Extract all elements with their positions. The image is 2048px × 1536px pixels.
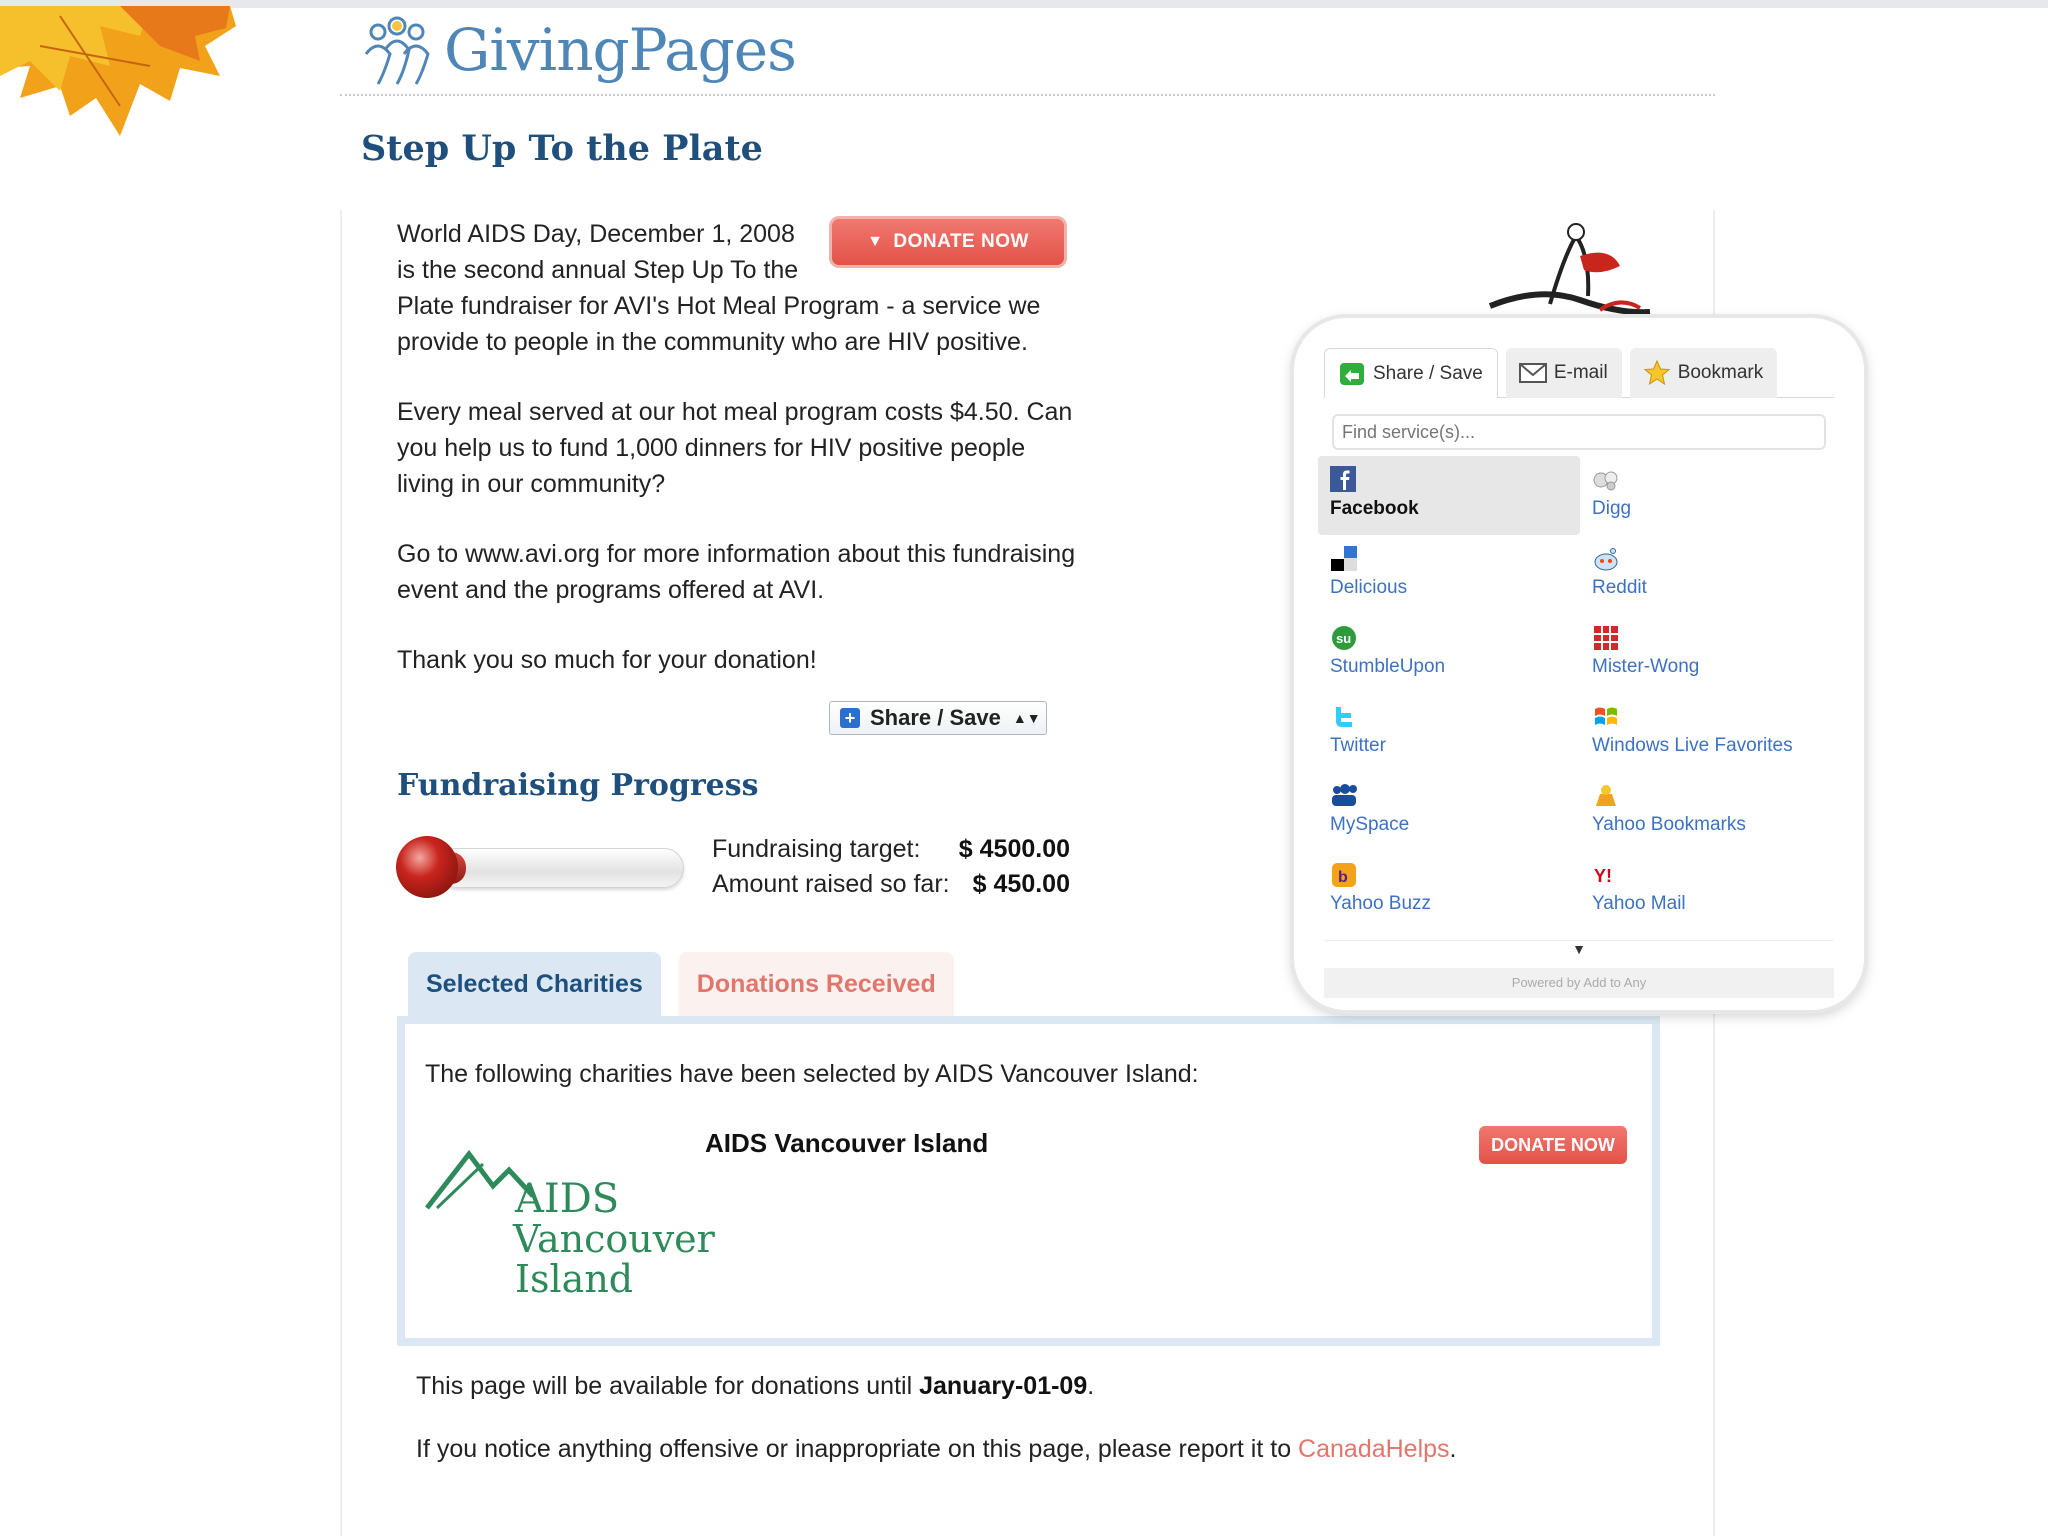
service-mister-wong[interactable] [1580,614,1828,693]
facebook-icon [1330,466,1358,494]
intro-paragraph-2: Every meal served at our hot meal program costs $4.50. Can you help us to fund 1,000 dinners for HIV positive people living in our community? [397,398,1073,498]
share-save-button[interactable] [829,701,1047,735]
share-panel-tabs [1324,348,1834,398]
avail-prefix: This page will be available for donations until [416,1372,920,1400]
share-save-popup [1294,318,1864,1010]
intro-text [397,216,1077,712]
charities-intro: The following charities have been selected by AIDS Vancouver Island: [425,1060,1199,1088]
myspace-icon [1330,782,1358,810]
service-yahoo-mail[interactable] [1580,851,1828,930]
target-label: Fundraising target: [712,835,921,863]
mister-wong-icon [1592,624,1620,652]
charity-tabs [408,952,954,1016]
svg-text:b: b [1338,869,1348,886]
fundraising-stats [712,832,1070,902]
svg-text:Y!: Y! [1594,866,1612,886]
logo-line-3: Island [515,1257,634,1301]
intro-paragraph-3: Go to www.avi.org for more information about this fundraising event and the programs offered at AVI. [397,540,1076,604]
thermometer-tube [436,848,684,888]
canadahelps-link[interactable]: CanadaHelps [1298,1435,1450,1463]
service-facebook[interactable] [1318,456,1580,535]
service-label: StumbleUpon [1330,656,1446,677]
service-label: Windows Live Favorites [1592,735,1793,756]
target-row [712,832,1070,867]
avail-date: January-01-09 [919,1372,1088,1400]
svg-text:su: su [1336,631,1352,646]
tab-bookmark[interactable] [1630,348,1778,398]
report-suffix: . [1449,1435,1457,1463]
thermometer-bulb [396,836,458,898]
tab-selected-charities[interactable]: Selected Charities [408,952,661,1016]
service-windows-live-favorites[interactable] [1580,693,1828,772]
progress-thermometer [396,836,690,898]
donate-now-label: DONATE NOW [893,231,1029,252]
service-digg[interactable] [1580,456,1828,535]
service-label: Yahoo Buzz [1330,893,1432,914]
share-save-tab-label: Share / Save [1373,362,1483,384]
selected-charities-panel [397,1016,1660,1346]
avail-suffix: . [1087,1372,1095,1400]
intro-paragraph-1-cont: Plate fundraiser for AVI's Hot Meal Program - a service we provide to people in the community who are HIV positive. [397,292,1041,356]
charity-donate-button[interactable]: DONATE NOW [1479,1126,1627,1164]
chef-mascot-image [1480,216,1660,326]
donate-now-button[interactable] [829,216,1067,268]
yahoo-buzz-icon [1330,861,1358,889]
share-icon [1339,361,1365,387]
digg-icon [1592,466,1620,494]
service-label: Digg [1592,498,1632,519]
intro-paragraph-4: Thank you so much for your donation! [397,646,817,674]
autumn-leaves-decoration [0,6,240,146]
twitter-icon [1330,703,1358,731]
mail-icon [1520,360,1546,386]
service-delicious[interactable] [1318,535,1580,614]
service-label: Delicious [1330,577,1408,598]
reddit-icon [1592,545,1620,573]
chevron-down-icon: ▼ [867,233,884,250]
yahoo-bookmarks-icon [1592,782,1620,810]
updown-arrow-icon: ▲▼ [1012,710,1041,726]
service-label: Twitter [1330,735,1386,756]
star-icon [1644,360,1670,386]
giving-pages-logo[interactable] [358,10,796,90]
brand-name: GivingPages [444,16,796,84]
powered-by[interactable]: Powered by Add to Any [1324,968,1834,998]
service-label: Mister-Wong [1592,656,1700,677]
charity-name: AIDS Vancouver Island [705,1128,989,1158]
report-prefix: If you notice anything offensive or inappropriate on this page, please report it to [416,1435,1299,1463]
more-services-arrow-icon[interactable]: ▼ [1324,940,1834,968]
logo-line-2: Vancouver [513,1217,715,1261]
yahoo-mail-icon [1592,861,1620,889]
service-label: MySpace [1330,814,1410,835]
tab-email[interactable] [1506,348,1622,398]
top-strip [0,0,2048,8]
aids-vancouver-island-logo[interactable] [423,1134,715,1314]
service-label: Facebook [1330,498,1419,519]
page-title: Step Up To the Plate [361,128,763,169]
service-stumbleupon[interactable] [1318,614,1580,693]
report-note [416,1435,1457,1464]
bookmark-tab-label: Bookmark [1677,362,1764,383]
target-value: $ 4500.00 [958,835,1070,863]
service-twitter[interactable] [1318,693,1580,772]
raised-row [712,867,1070,902]
service-reddit[interactable] [1580,535,1828,614]
service-yahoo-bookmarks[interactable] [1580,772,1828,851]
service-label: Reddit [1592,577,1647,598]
fundraising-progress-title: Fundraising Progress [397,768,759,803]
tab-donations-received[interactable]: Donations Received [679,952,954,1016]
stumbleupon-icon [1330,624,1358,652]
logo-line-1: AIDS [515,1176,620,1222]
raised-label: Amount raised so far: [712,870,950,898]
service-label: Yahoo Mail [1592,893,1686,914]
find-service-input[interactable] [1332,414,1826,450]
raised-value: $ 450.00 [972,870,1070,898]
intro-paragraph-1: World AIDS Day, December 1, 2008 is the second annual Step Up To the [397,220,799,284]
service-myspace[interactable] [1318,772,1580,851]
people-logo-icon [358,14,436,86]
share-save-label: Share / Save [870,705,1001,730]
delicious-icon [1330,545,1358,573]
availability-note [416,1372,1094,1401]
plus-icon: + [840,708,860,728]
service-list [1318,456,1828,930]
email-tab-label: E-mail [1553,362,1608,383]
header-divider [340,94,1715,96]
service-label: Yahoo Bookmarks [1592,814,1746,835]
tab-share-save[interactable] [1324,348,1498,398]
service-yahoo-buzz[interactable] [1318,851,1580,930]
windows-live-icon [1592,703,1620,731]
